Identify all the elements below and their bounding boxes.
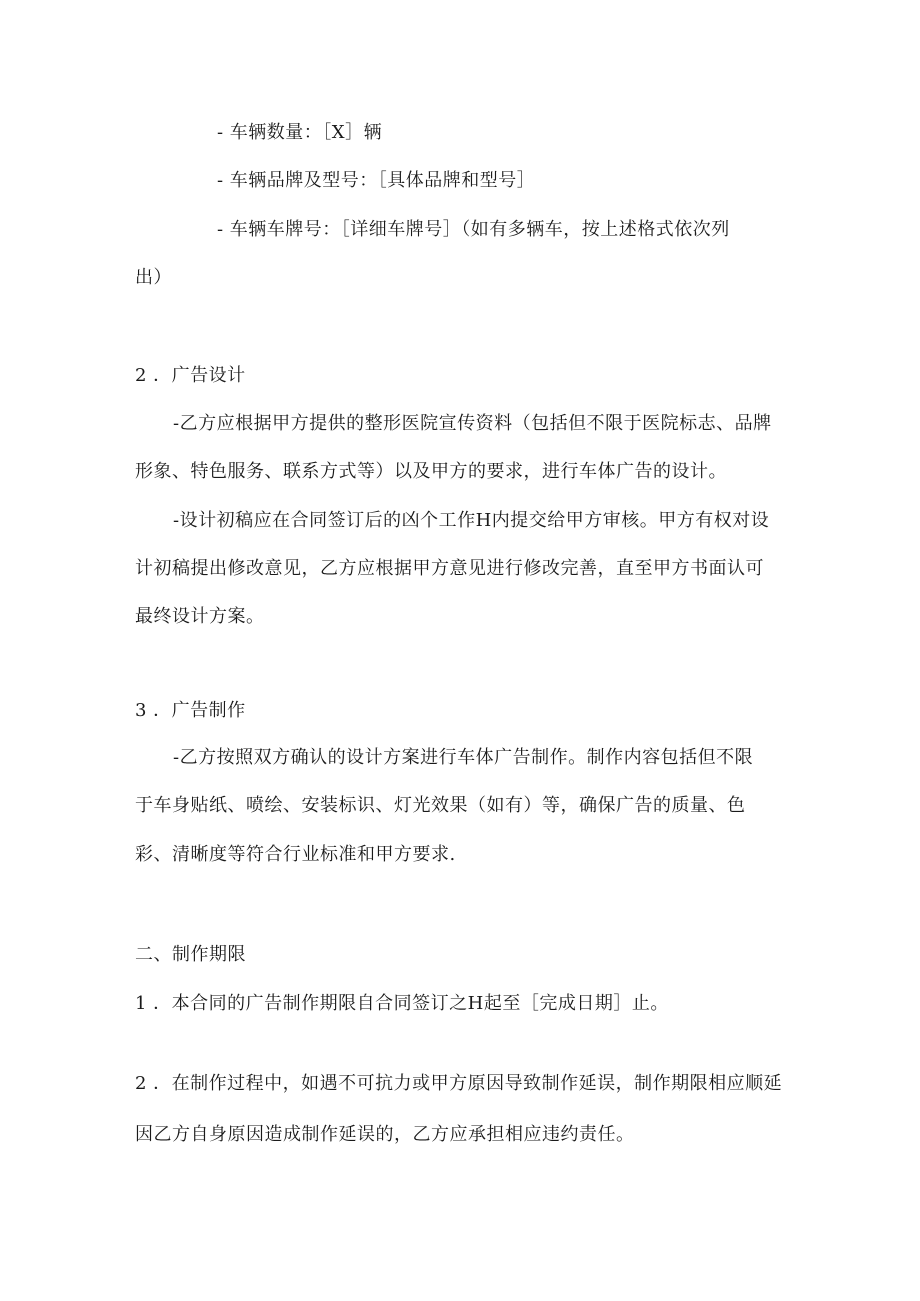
production-paragraph-end: 彩、清晰度等符合行业标准和甲方要求.	[135, 844, 456, 865]
design-paragraph-2-continued: 计初稿提出修改意见，乙方应根据甲方意见进行修改完善，直至甲方书面认可	[135, 558, 764, 579]
design-paragraph-2: -设计初稿应在合同签订后的凶个工作H内提交给甲方审核。甲方有权对设	[173, 510, 770, 531]
design-paragraph-1: -乙方应根据甲方提供的整形医院宣传资料（包括但不限于医院标志、品牌	[173, 413, 772, 434]
production-paragraph: -乙方按照双方确认的设计方案进行车体广告制作。制作内容包括但不限	[173, 747, 754, 768]
deadline-item-2: 2 ．在制作过程中，如遇不可抗力或甲方原因导致制作延误，制作期限相应顺延	[135, 1073, 783, 1094]
section-heading-production: 3 ．广告制作	[135, 700, 246, 721]
deadline-item-1: 1 ．本合同的广告制作期限自合同签订之H起至［完成日期］止。	[135, 993, 669, 1014]
vehicle-plate-line-continued: 出）	[135, 267, 172, 288]
deadline-item-2-continued: 因乙方自身原因造成制作延误的，乙方应承担相应违约责任。	[135, 1124, 635, 1145]
design-paragraph-2-end: 最终设计方案。	[135, 606, 265, 627]
vehicle-plate-line: - 车辆车牌号：［详细车牌号］（如有多辆车，按上述格式依次列	[217, 219, 730, 240]
section-heading-design: 2 ．广告设计	[135, 365, 246, 386]
production-paragraph-continued: 于车身贴纸、喷绘、安装标识、灯光效果（如有）等，确保广告的质量、色	[135, 795, 746, 816]
vehicle-count-line: - 车辆数量：［X］辆	[217, 122, 383, 143]
vehicle-brand-line: - 车辆品牌及型号：［具体品牌和型号］	[217, 170, 536, 191]
section-heading-deadline: 二、制作期限	[135, 944, 246, 965]
design-paragraph-1-continued: 形象、特色服务、联系方式等）以及甲方的要求，进行车体广告的设计。	[135, 461, 727, 482]
